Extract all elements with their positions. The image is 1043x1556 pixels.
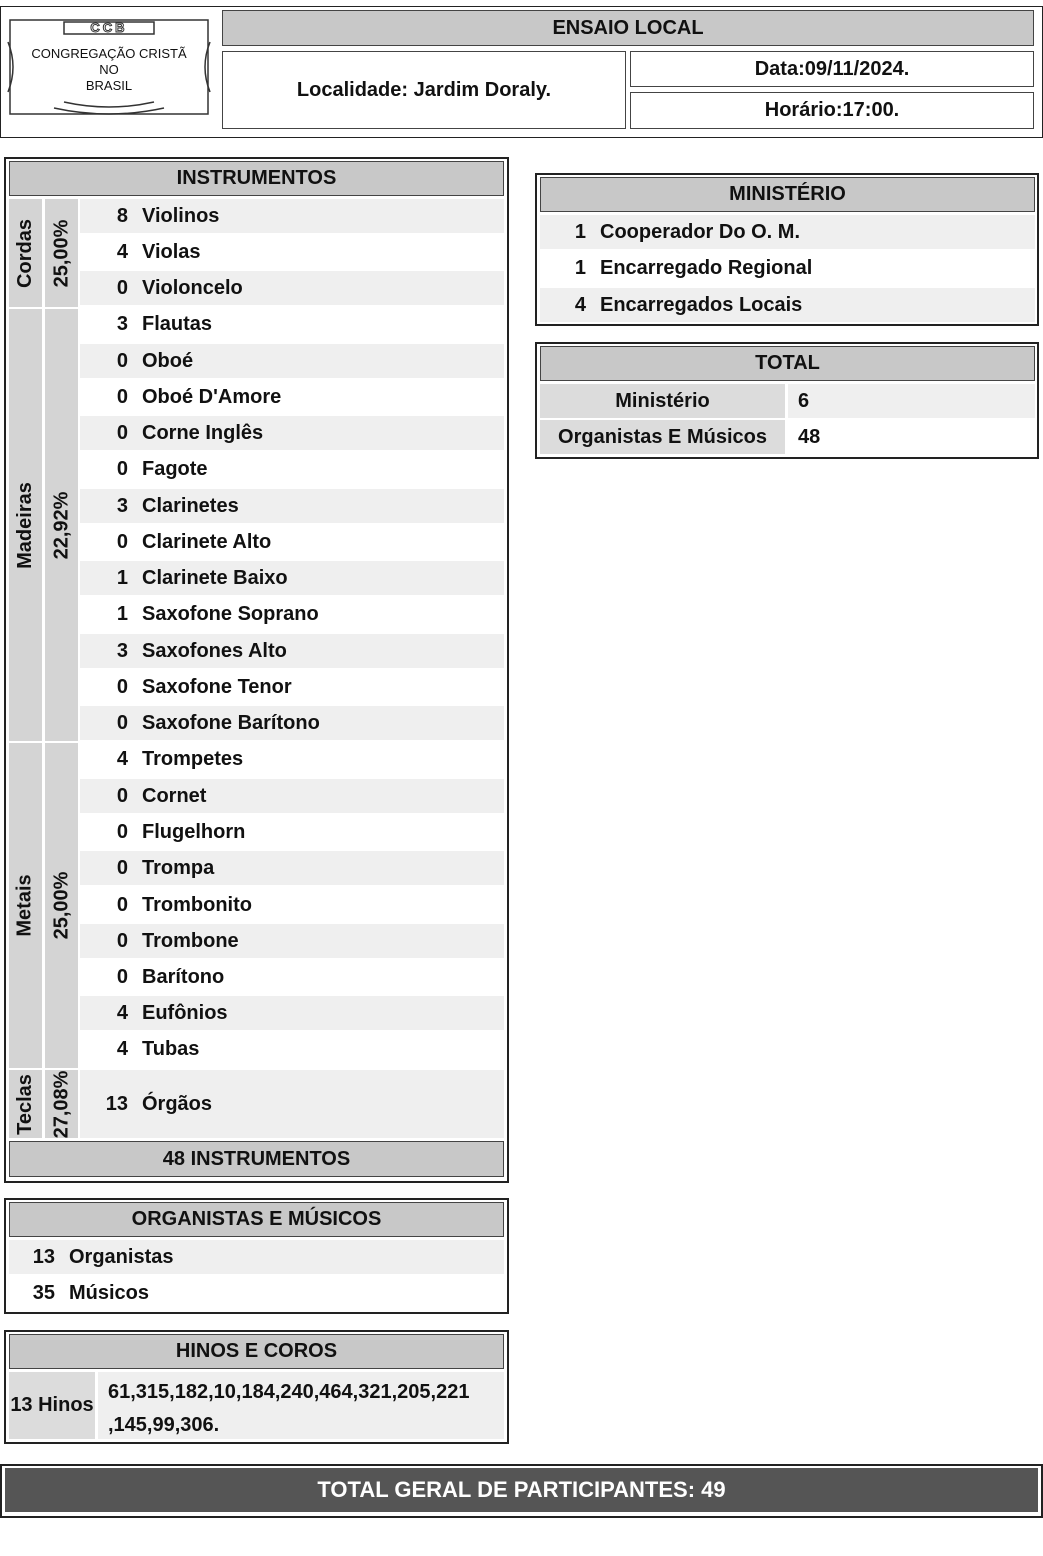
ministerio-row: 1 Cooperador Do O. M. [540,215,1035,249]
group-label-teclas: Teclas [9,1070,42,1138]
hinos-list-line-2: ,145,99,306. [108,1414,220,1436]
instrument-row: 0 Trombone [80,924,504,958]
horario: Horário:17:00. [630,92,1034,129]
organistas-row: 13 Organistas [9,1240,504,1274]
organistas-title: ORGANISTAS E MÚSICOS [9,1202,504,1237]
report-title: ENSAIO LOCAL [222,10,1034,46]
instrument-row: 0 Violoncelo [80,271,504,305]
ministerio-row: 4 Encarregados Locais [540,288,1035,322]
grand-total: TOTAL GERAL DE PARTICIPANTES: 49 [5,1468,1038,1512]
instrument-row: 0 Oboé D'Amore [116,385,282,408]
instrument-row: 1 Clarinete Baixo [80,561,504,595]
instrument-row: 0 Trombonito [116,893,252,916]
group-percent-madeiras: 22,92% [45,309,78,741]
instrument-row: 4 Eufônios [80,996,504,1030]
instrument-row: 0 Trompa [80,851,504,885]
instrument-row: 4 Violas [116,240,201,263]
hinos-list [98,1372,504,1439]
total-ministerio-label: Ministério [540,384,785,418]
hinos-count: 13 Hinos [9,1372,95,1439]
localidade: Localidade: Jardim Doraly. [222,51,626,129]
instrument-row: 0 Clarinete Alto [116,530,272,553]
group-percent-metais: 25,00% [45,743,78,1068]
data: Data:09/11/2024. [630,51,1034,87]
ministerio-row: 1 Encarregado Regional [574,256,813,279]
group-label-cordas: Cordas [9,199,42,307]
hinos-list-line-1: 61,315,182,10,184,240,464,321,205,221 [108,1381,470,1403]
total-title: TOTAL [540,346,1035,381]
instrument-row: 3 Clarinetes [80,489,504,523]
instrument-row: 8 Violinos [80,199,504,233]
instrument-row: 0 Fagote [116,457,208,480]
logo-line-2: NO [99,62,119,77]
instrumentos-total: 48 INSTRUMENTOS [9,1141,504,1177]
instrument-row: 0 Saxofone Tenor [116,675,292,698]
total-ministerio-value: 6 [788,384,1035,418]
hinos-title: HINOS E COROS [9,1334,504,1369]
instrument-row: 0 Corne Inglês [80,416,504,450]
instrument-row: 3 Saxofones Alto [80,634,504,668]
instrument-row: 13 Órgãos [80,1070,504,1138]
logo-line-1: CONGREGAÇÃO CRISTÃ [31,46,187,61]
instrument-row: 0 Flugelhorn [116,820,246,843]
instrument-row: 1 Saxofone Soprano [116,602,319,625]
logo-top-text: CCB [90,20,128,35]
instrumentos-title: INSTRUMENTOS [9,161,504,196]
instrument-row: 0 Oboé [80,344,504,378]
musicos-row: 35 Músicos [32,1281,150,1304]
instrument-row: 0 Cornet [80,779,504,813]
group-percent-teclas: 27,08% [45,1070,78,1138]
instrument-row: 0 Barítono [116,965,225,988]
instrument-row: 4 Tubas [116,1037,200,1060]
logo-line-3: BRASIL [85,78,133,93]
ministerio-title: MINISTÉRIO [540,177,1035,212]
ccb-logo [4,12,214,122]
instrument-row: 3 Flautas [116,312,213,335]
instrument-row: 4 Trompetes [116,747,244,770]
total-musicos-label: Organistas E Músicos [540,420,785,454]
group-percent-cordas: 25,00% [45,199,78,307]
group-label-metais: Metais [9,743,42,1068]
group-label-madeiras: Madeiras [9,309,42,741]
instrument-row: 0 Saxofone Barítono [80,706,504,740]
total-musicos-value: 48 [798,425,821,448]
